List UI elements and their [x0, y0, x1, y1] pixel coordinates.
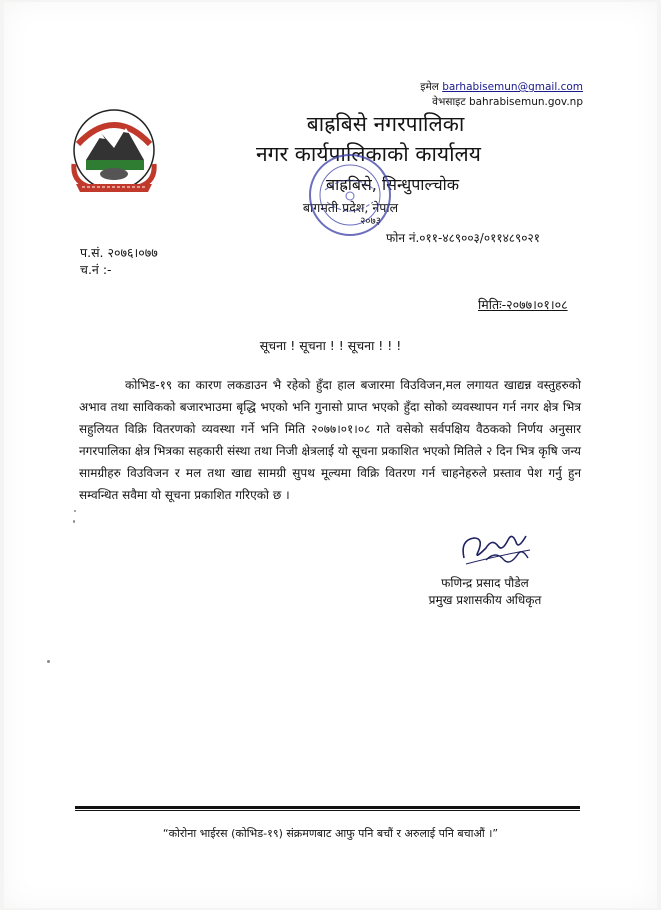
district-address: बाह्रबिसे, सिन्धुपाल्चोक: [325, 175, 460, 194]
municipality-name: बाह्रबिसे नगरपालिका: [306, 112, 465, 136]
phone-number: फोन नं.०११-४८९००३/०११४८९०२१: [386, 231, 541, 245]
reference-block: [80, 244, 158, 278]
footer-slogan: “कोरोना भाईरस (कोभिड-१९) संक्रमणबाट आफु पनि बचौं र अरुलाई पनि बचाऔं ।”: [162, 827, 499, 840]
email-link[interactable]: barhabisemun@gmail.com: [442, 81, 583, 93]
established-year: २०७३: [360, 216, 381, 227]
notice-date: मितिः-२०७७।०१।०८: [478, 297, 568, 312]
footer-rule-thin: [75, 810, 580, 811]
province-address: बागमती प्रदेश, नेपाल: [302, 200, 399, 215]
footer-rule-thick: [75, 806, 580, 809]
signer-title: प्रमुख प्रशासकीय अधिकृत: [428, 593, 542, 607]
email-label: इमेल: [420, 81, 439, 93]
email-line: [420, 80, 583, 95]
scan-speck: [74, 510, 76, 512]
website-label: वेभसाइट: [432, 96, 466, 108]
website-value: bahrabisemun.gov.np: [468, 96, 583, 108]
handwritten-signature: [456, 520, 536, 570]
office-stamp: [305, 150, 395, 240]
scan-speck: [73, 520, 75, 523]
letter-number: प.सं. २०७६।०७७: [80, 245, 158, 260]
dispatch-number: च.नं :-: [80, 262, 112, 277]
signer-block: [420, 575, 550, 609]
office-name: नगर कार्यपालिकाको कार्यालय: [256, 142, 481, 166]
website-line: [420, 95, 583, 110]
signer-name: फणिन्द्र प्रसाद पौडेल: [441, 576, 529, 590]
notice-body: कोभिड-१९ का कारण लकडाउन भै रहेको हुँदा हाल बजारमा विउविजन,मल लगायत खाद्यन्न वस्तुहरुको अभाव तथा साविकको बजारभाउमा बृद्धि भएको भनि गुनासो प्राप्त भएको हुँदा सोको व्यवस्थापन गर्न नगर क्षेत्र भित्र सहुलियत विक्रि वितरणको व्यवस्था गर्ने भनि मिति २०७७।०१।०८ गते वसेको सर्वपक्षिय वैठकको निर्णय अनुसार नगरपालिका क्षेत्र भित्रका सहकारी संस्था तथा निजी क्षेत्रलाई यो सूचना प्रकाशित भएको मितिले २ दिन भित्र कृषि जन्य सामग्रीहरु विउविजन र मल तथा खाद्य सामग्री सुपथ मूल्यमा विक्रि वितरण गर्न चाहनेहरुले प्रस्ताव पेश गर्नु हुन सम्वन्धित सवैमा यो सूचना प्रकाशित गरिएको छ ।: [79, 378, 581, 502]
scan-speck: [47, 660, 50, 663]
contact-block: [420, 80, 583, 110]
notice-subject: सूचना ! सूचना ! ! सूचना ! ! !: [259, 338, 402, 353]
